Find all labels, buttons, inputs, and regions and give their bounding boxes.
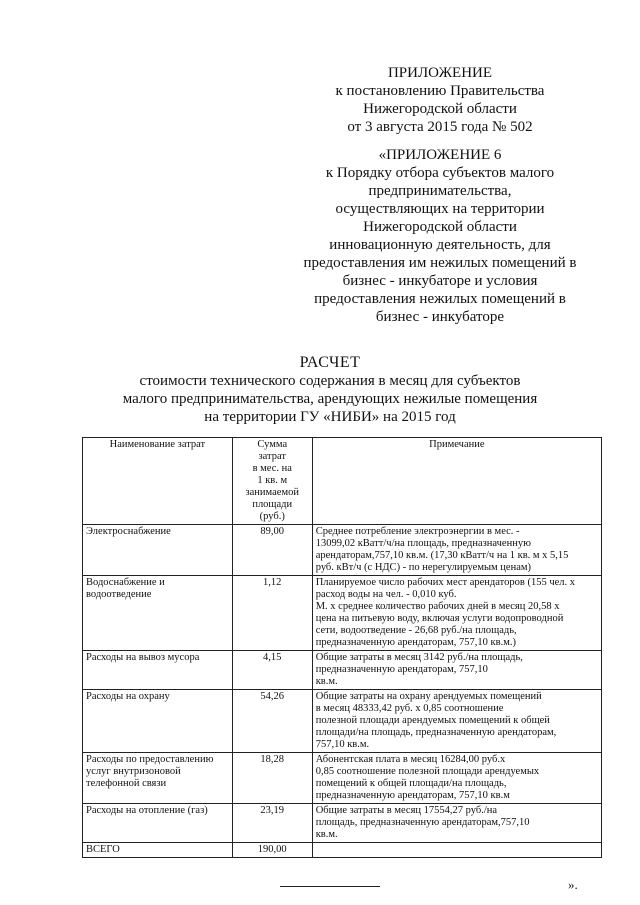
calculation-subtitle-line: стоимости технического содержания в месяц для субъектов bbox=[139, 373, 521, 389]
inner-appendix-line: предпринимательства, bbox=[368, 183, 512, 199]
inner-appendix-title: «ПРИЛОЖЕНИЕ 6 bbox=[378, 147, 502, 163]
row-note: Общие затраты на охрану арендуемых помещений в месяц 48333,42 руб. х 0,85 соотношение полезной площади арендуемых помещений к общей площади/на площадь, предназначенную арендаторам, 757,10 кв.м. bbox=[312, 690, 601, 753]
inner-appendix-line: Нижегородской области bbox=[363, 219, 517, 235]
footer-rule bbox=[280, 886, 380, 887]
row-note: Общие затраты в месяц 3142 руб./на площадь, предназначенную арендаторам, 757,10 кв.м. bbox=[312, 651, 601, 690]
row-note: Планируемое число рабочих мест арендаторов (155 чел. х расход воды на чел. - 0,010 куб. М. х среднее количество рабочих дней в месяц 20,58 х цена на питьевую воду, включая услуги водопроводной сети, водоотведение - 26,68 руб./на площадь, предназначенную арендаторам, 757,10 кв.м.) bbox=[312, 576, 601, 651]
total-note bbox=[312, 843, 601, 858]
total-sum: 190,00 bbox=[232, 843, 312, 858]
inner-appendix-line: предоставления нежилых помещений в bbox=[314, 291, 566, 307]
appendix-header bbox=[285, 64, 595, 326]
inner-appendix-line: бизнес - инкубаторе и условия bbox=[342, 273, 538, 289]
table-row bbox=[83, 753, 602, 804]
closing-mark: ». bbox=[568, 877, 578, 892]
row-name: Расходы по предоставлению услуг внутризоновой телефонной связи bbox=[83, 753, 233, 804]
row-name: Расходы на охрану bbox=[83, 690, 233, 753]
row-note: Абонентская плата в месяц 16284,00 руб.х 0,85 соотношение полезной площади арендуемых помещений к общей площади/на площадь, предназначенную арендаторам, 757,10 кв.м bbox=[312, 753, 601, 804]
row-sum: 54,26 bbox=[232, 690, 312, 753]
table-row bbox=[83, 804, 602, 843]
row-sum: 23,19 bbox=[232, 804, 312, 843]
row-name: Расходы на вывоз мусора bbox=[83, 651, 233, 690]
row-name: Электроснабжение bbox=[83, 525, 233, 576]
appendix-line: к постановлению Правительства bbox=[335, 83, 545, 99]
row-name: Расходы на отопление (газ) bbox=[83, 804, 233, 843]
inner-appendix-line: предоставления им нежилых помещений в bbox=[303, 255, 577, 271]
inner-appendix-line: осуществляющих на территории bbox=[335, 201, 545, 217]
table-row bbox=[83, 576, 602, 651]
cost-table bbox=[82, 437, 602, 858]
inner-appendix-line: к Порядку отбора субъектов малого bbox=[325, 165, 555, 181]
header-note: Примечание bbox=[312, 438, 601, 525]
calculation-title: РАСЧЕТ bbox=[299, 354, 361, 371]
total-label: ВСЕГО bbox=[83, 843, 233, 858]
row-note: Среднее потребление электроэнергии в мес. - 13099,02 кВатт/ч/на площадь, предназначенную арендаторам,757,10 кв.м. (17,30 кВатт/ч на 1 кв. м х 5,15 руб. кВт/ч (с НДС) - по нерегулируемым ценам) bbox=[312, 525, 601, 576]
appendix-date: от 3 августа 2015 года № 502 bbox=[347, 119, 533, 135]
table-header-row bbox=[83, 438, 602, 525]
table-total-row bbox=[83, 843, 602, 858]
table-row bbox=[83, 690, 602, 753]
appendix-title: ПРИЛОЖЕНИЕ bbox=[387, 65, 493, 81]
inner-appendix-line: бизнес - инкубаторе bbox=[375, 309, 505, 325]
inner-appendix-line: инновационную деятельность, для bbox=[329, 237, 551, 253]
row-note: Общие затраты в месяц 17554,27 руб./на площадь, предназначенную арендаторам,757,10 кв.м. bbox=[312, 804, 601, 843]
calculation-subtitle-line: на территории ГУ «НИБИ» на 2015 год bbox=[204, 409, 456, 425]
row-name: Водоснабжение и водоотведение bbox=[83, 576, 233, 651]
header-name: Наименование затрат bbox=[83, 438, 233, 525]
calculation-subtitle-line: малого предпринимательства, арендующих нежилые помещения bbox=[122, 391, 538, 407]
table-row bbox=[83, 651, 602, 690]
calculation-heading bbox=[60, 354, 600, 426]
row-sum: 89,00 bbox=[232, 525, 312, 576]
row-sum: 1,12 bbox=[232, 576, 312, 651]
row-sum: 4,15 bbox=[232, 651, 312, 690]
appendix-line: Нижегородской области bbox=[363, 101, 517, 117]
header-sum: Сумма затрат в мес. на 1 кв. м занимаемой площади (руб.) bbox=[232, 438, 312, 525]
row-sum: 18,28 bbox=[232, 753, 312, 804]
table-row bbox=[83, 525, 602, 576]
